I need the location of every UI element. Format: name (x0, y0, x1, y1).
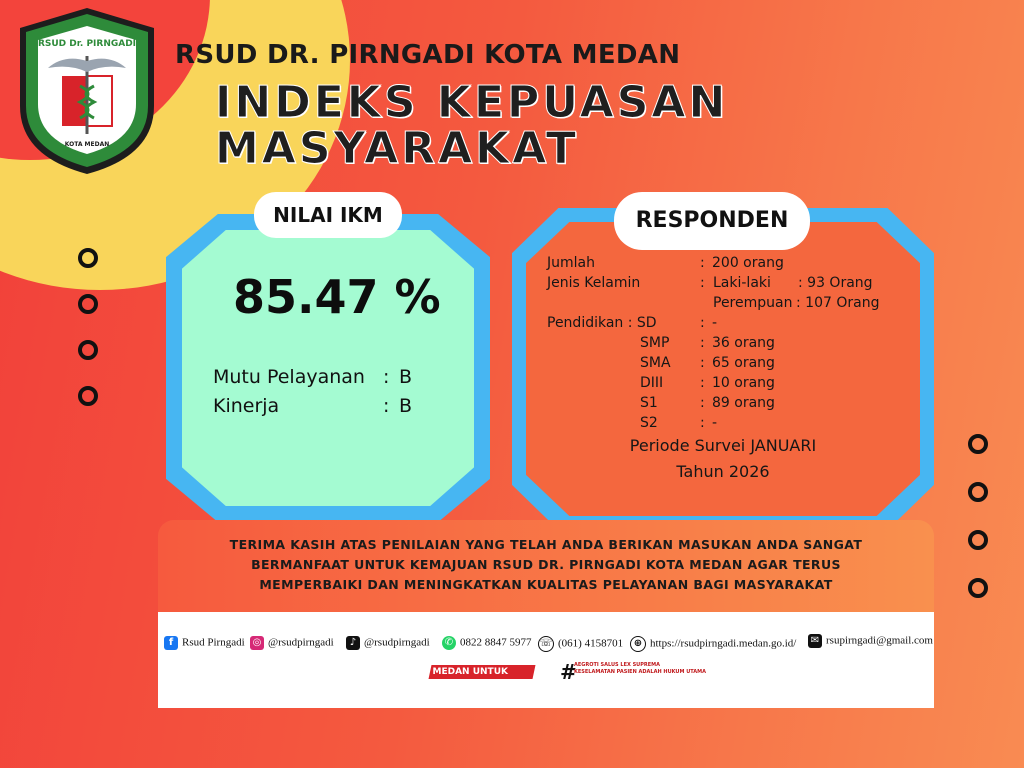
contact-footer (158, 612, 934, 708)
decor-ring (968, 578, 988, 598)
title-line-2: MASYARAKAT (215, 123, 579, 174)
whatsapp-icon: ✆ (442, 636, 456, 650)
jumlah-label: Jumlah (547, 255, 595, 271)
edu-value: - (712, 415, 718, 431)
mutu-label: Mutu Pelayanan (213, 366, 365, 388)
phone-label: (061) 4158701 (558, 637, 624, 650)
instagram-contact[interactable] (250, 636, 334, 650)
edu-level: S1 (640, 395, 658, 411)
separator: : (700, 335, 705, 351)
survey-period: Periode Survei JANUARI (629, 436, 817, 455)
responden-pill-label: RESPONDEN (614, 192, 810, 250)
message-line: MEMPERBAIKI DAN MENINGKATKAN KUALITAS PELAYANAN BAGI MASYARAKAT (259, 577, 833, 592)
male-label: Laki-laki (713, 275, 771, 291)
phone-icon: ☏ (538, 636, 554, 652)
edu-value: 89 orang (712, 395, 775, 411)
ikm-score: 85.47 % (233, 270, 441, 324)
edu-level: S2 (640, 415, 658, 431)
phone-contact[interactable] (538, 636, 623, 652)
separator: : (700, 415, 705, 431)
hashtag-symbol: # (560, 660, 577, 684)
facebook-label: Rsud Pirngadi (182, 636, 245, 649)
message-line: TERIMA KASIH ATAS PENILAIAN YANG TELAH ANDA BERIKAN MASUKAN ANDA SANGAT (229, 537, 863, 552)
separator: : (383, 366, 390, 388)
separator: : (700, 355, 705, 371)
ikm-pill-label: NILAI IKM (254, 192, 402, 238)
sd-value: - (712, 315, 718, 331)
message-line: BERMANFAAT UNTUK KEMAJUAN RSUD DR. PIRNGADI KOTA MEDAN AGAR TERUS (251, 557, 841, 572)
separator: : (383, 395, 390, 417)
email-label: rsupirngadi@gmail.com (826, 634, 933, 647)
separator: : (700, 255, 705, 271)
decor-ring (78, 386, 98, 406)
hospital-motto (574, 662, 706, 676)
organization-name: RSUD DR. PIRNGADI KOTA MEDAN (175, 40, 681, 70)
edu-value: 36 orang (712, 335, 775, 351)
globe-icon: ⊕ (630, 636, 646, 652)
facebook-contact[interactable] (164, 636, 245, 650)
male-value: : 93 Orang (798, 275, 873, 291)
separator: : (700, 375, 705, 391)
kinerja-value: B (399, 395, 413, 417)
decor-ring (78, 294, 98, 314)
edu-value: 10 orang (712, 375, 775, 391)
decor-ring (78, 340, 98, 360)
logo-top-text: RSUD Dr. PIRNGADI (37, 39, 137, 49)
decor-ring (78, 248, 98, 268)
website-label: https://rsudpirngadi.medan.go.id/ (650, 637, 797, 650)
mutu-value: B (399, 366, 413, 388)
separator: : (700, 275, 705, 291)
pendidikan-label: Pendidikan : SD (547, 315, 657, 331)
edu-level: DIII (640, 375, 664, 391)
motto-line: KESELAMATAN PASIEN ADALAH HUKUM UTAMA (574, 669, 706, 675)
mail-icon: ✉ (808, 634, 822, 648)
kinerja-label: Kinerja (213, 395, 280, 417)
separator: : (700, 395, 705, 411)
decor-ring (968, 482, 988, 502)
email-contact[interactable] (808, 634, 933, 648)
edu-level: SMP (640, 335, 670, 351)
motto-line: AEGROTI SALUS LEX SUPREMA (574, 662, 661, 668)
hospital-logo (14, 6, 160, 176)
website-contact[interactable] (630, 636, 796, 652)
page-title (215, 77, 729, 174)
edu-value: 65 orang (712, 355, 775, 371)
instagram-icon: ◎ (250, 636, 264, 650)
instagram-label: @rsudpirngadi (268, 636, 334, 649)
female-label: Perempuan (713, 295, 793, 311)
female-value: : 107 Orang (796, 295, 880, 311)
tiktok-contact[interactable] (346, 636, 430, 650)
jumlah-value: 200 orang (712, 255, 784, 271)
tiktok-icon: ♪ (346, 636, 360, 650)
tiktok-label: @rsudpirngadi (364, 636, 430, 649)
medan-untuk-semua-badge (429, 665, 536, 691)
decor-ring (968, 530, 988, 550)
mutu-pelayanan-row (213, 366, 412, 388)
survey-year: Tahun 2026 (676, 462, 770, 481)
facebook-icon: f (164, 636, 178, 650)
separator: : (700, 315, 705, 331)
thank-you-message (158, 535, 934, 595)
whatsapp-label: 0822 8847 5977 (460, 636, 532, 649)
edu-level: SMA (640, 355, 671, 371)
title-line-1: INDEKS KEPUASAN (215, 77, 729, 128)
whatsapp-contact[interactable] (442, 636, 532, 650)
kinerja-row (213, 395, 412, 417)
gender-label: Jenis Kelamin (547, 275, 641, 291)
logo-bottom-text: KOTA MEDAN (64, 141, 110, 148)
decor-ring (968, 434, 988, 454)
medan-tag-label: MEDAN UNTUK SEMUA (432, 667, 508, 691)
